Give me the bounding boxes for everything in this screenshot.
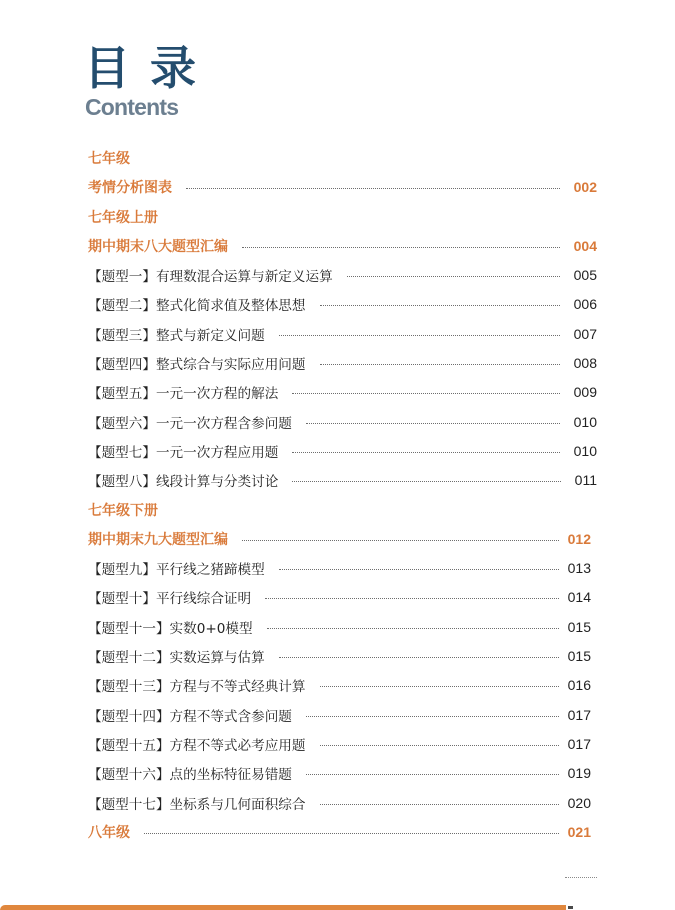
toc-volume-heading: [88, 202, 597, 231]
entry-label: 【题型一】有理数混合运算与新定义运算: [88, 269, 333, 286]
footer-accent-band: [0, 905, 566, 910]
dot-leader: [320, 745, 559, 746]
dot-leader: [279, 335, 560, 336]
page-number: 005: [573, 267, 597, 284]
toc-entry-grade8: [88, 817, 597, 846]
toc-grade-heading: [88, 143, 597, 172]
entry-label: 考情分析图表: [88, 180, 172, 197]
dot-leader: [320, 686, 559, 687]
dot-leader: [242, 247, 560, 248]
page-number: 021: [567, 823, 591, 840]
dot-leader: [347, 276, 560, 277]
dot-leader: [292, 452, 559, 453]
dot-leader: [242, 540, 559, 541]
toc-entry-item: [88, 583, 597, 612]
dot-leader: [320, 364, 560, 365]
page-number: 011: [574, 472, 597, 489]
toc-item-list: [88, 554, 597, 818]
entry-label: 【题型十】平行线综合证明: [88, 591, 252, 608]
entry-label: 【题型十七】坐标系与几何面积综合: [88, 796, 306, 813]
entry-label: 【题型十三】方程与不等式经典计算: [88, 679, 306, 696]
entry-label: 【题型十四】方程不等式含参问题: [88, 708, 292, 725]
page-number: 020: [567, 794, 591, 811]
page-number: 006: [573, 296, 597, 313]
toc-entry-item: [88, 290, 597, 319]
toc-item-list: [88, 261, 597, 495]
page-number: 016: [567, 677, 591, 694]
page-number: 010: [573, 442, 597, 459]
toc-entry-item: [88, 554, 597, 583]
entry-label: 期中期末八大题型汇编: [88, 238, 228, 255]
dot-leader: [306, 774, 559, 775]
page-number: 019: [567, 765, 591, 782]
entry-label: 【题型八】线段计算与分类讨论: [88, 474, 279, 491]
toc-entry-item: [88, 729, 597, 758]
page-number: 012: [567, 530, 591, 547]
entry-label: 【题型七】一元一次方程应用题: [88, 444, 279, 461]
page-number: 008: [573, 355, 597, 372]
toc-entry-item: [88, 700, 597, 729]
volume-label: 七年级上册: [88, 209, 158, 226]
toc-entry-item: [88, 319, 597, 348]
entry-label: 八年级: [88, 824, 130, 841]
entry-label: 【题型十六】点的坐标特征易错题: [88, 767, 292, 784]
dot-leader: [267, 628, 559, 629]
toc-entry-item: [88, 261, 597, 290]
page-number: 015: [567, 648, 591, 665]
page-title: 目 录: [84, 41, 199, 95]
dot-leader: [279, 657, 559, 658]
toc-entry-item: [88, 788, 597, 817]
toc-entry-item: [88, 612, 597, 641]
toc-entry-item: [88, 466, 597, 495]
toc-entry-item: [88, 671, 597, 700]
toc-entry-item: [88, 348, 597, 377]
page-number: 015: [567, 618, 591, 635]
footer-dotted-rule: [565, 877, 597, 878]
toc-entry-analysis: [88, 173, 597, 202]
dot-leader: [320, 305, 560, 306]
dot-leader: [186, 188, 560, 189]
entry-label: 【题型五】一元一次方程的解法: [88, 386, 279, 403]
toc-entry-section: [88, 524, 597, 553]
toc-entry-item: [88, 641, 597, 670]
entry-label: 【题型十一】实数0+0模型: [88, 620, 253, 637]
entry-label: 【题型九】平行线之猪蹄模型: [88, 562, 265, 579]
toc-volume-heading: [88, 495, 597, 524]
dot-leader: [279, 569, 559, 570]
entry-label: 【题型十二】实数运算与估算: [88, 650, 265, 667]
page-number: 017: [567, 735, 591, 752]
dot-leader: [306, 423, 560, 424]
page-number: 014: [567, 589, 591, 606]
entry-label: 【题型六】一元一次方程含参问题: [88, 415, 292, 432]
page-number: 013: [567, 560, 591, 577]
grade-label: 七年级: [88, 150, 130, 167]
dot-leader: [306, 716, 559, 717]
entry-label: 期中期末九大题型汇编: [88, 531, 228, 548]
entry-label: 【题型二】整式化简求值及整体思想: [88, 298, 306, 315]
dot-leader: [292, 481, 560, 482]
dot-leader: [265, 598, 559, 599]
toc-entry-item: [88, 378, 597, 407]
page-number: 010: [573, 413, 597, 430]
toc-entry-item: [88, 407, 597, 436]
toc-entry-section: [88, 231, 597, 260]
toc-entry-item: [88, 759, 597, 788]
dot-leader: [144, 833, 559, 834]
volume-label: 七年级下册: [88, 502, 158, 519]
page-number: 004: [573, 237, 597, 254]
table-of-contents: [88, 143, 597, 846]
page-number: 009: [573, 384, 597, 401]
page-number: 007: [573, 325, 597, 342]
page-subtitle: Contents: [85, 94, 179, 120]
entry-label: 【题型十五】方程不等式必考应用题: [88, 737, 306, 754]
entry-label: 【题型三】整式与新定义问题: [88, 327, 265, 344]
page-number: 002: [573, 179, 597, 196]
page-number: 017: [567, 706, 591, 723]
toc-entry-item: [88, 436, 597, 465]
entry-label: 【题型四】整式综合与实际应用问题: [88, 357, 306, 374]
footer-mark: [568, 906, 573, 909]
dot-leader: [292, 393, 559, 394]
dot-leader: [320, 804, 559, 805]
